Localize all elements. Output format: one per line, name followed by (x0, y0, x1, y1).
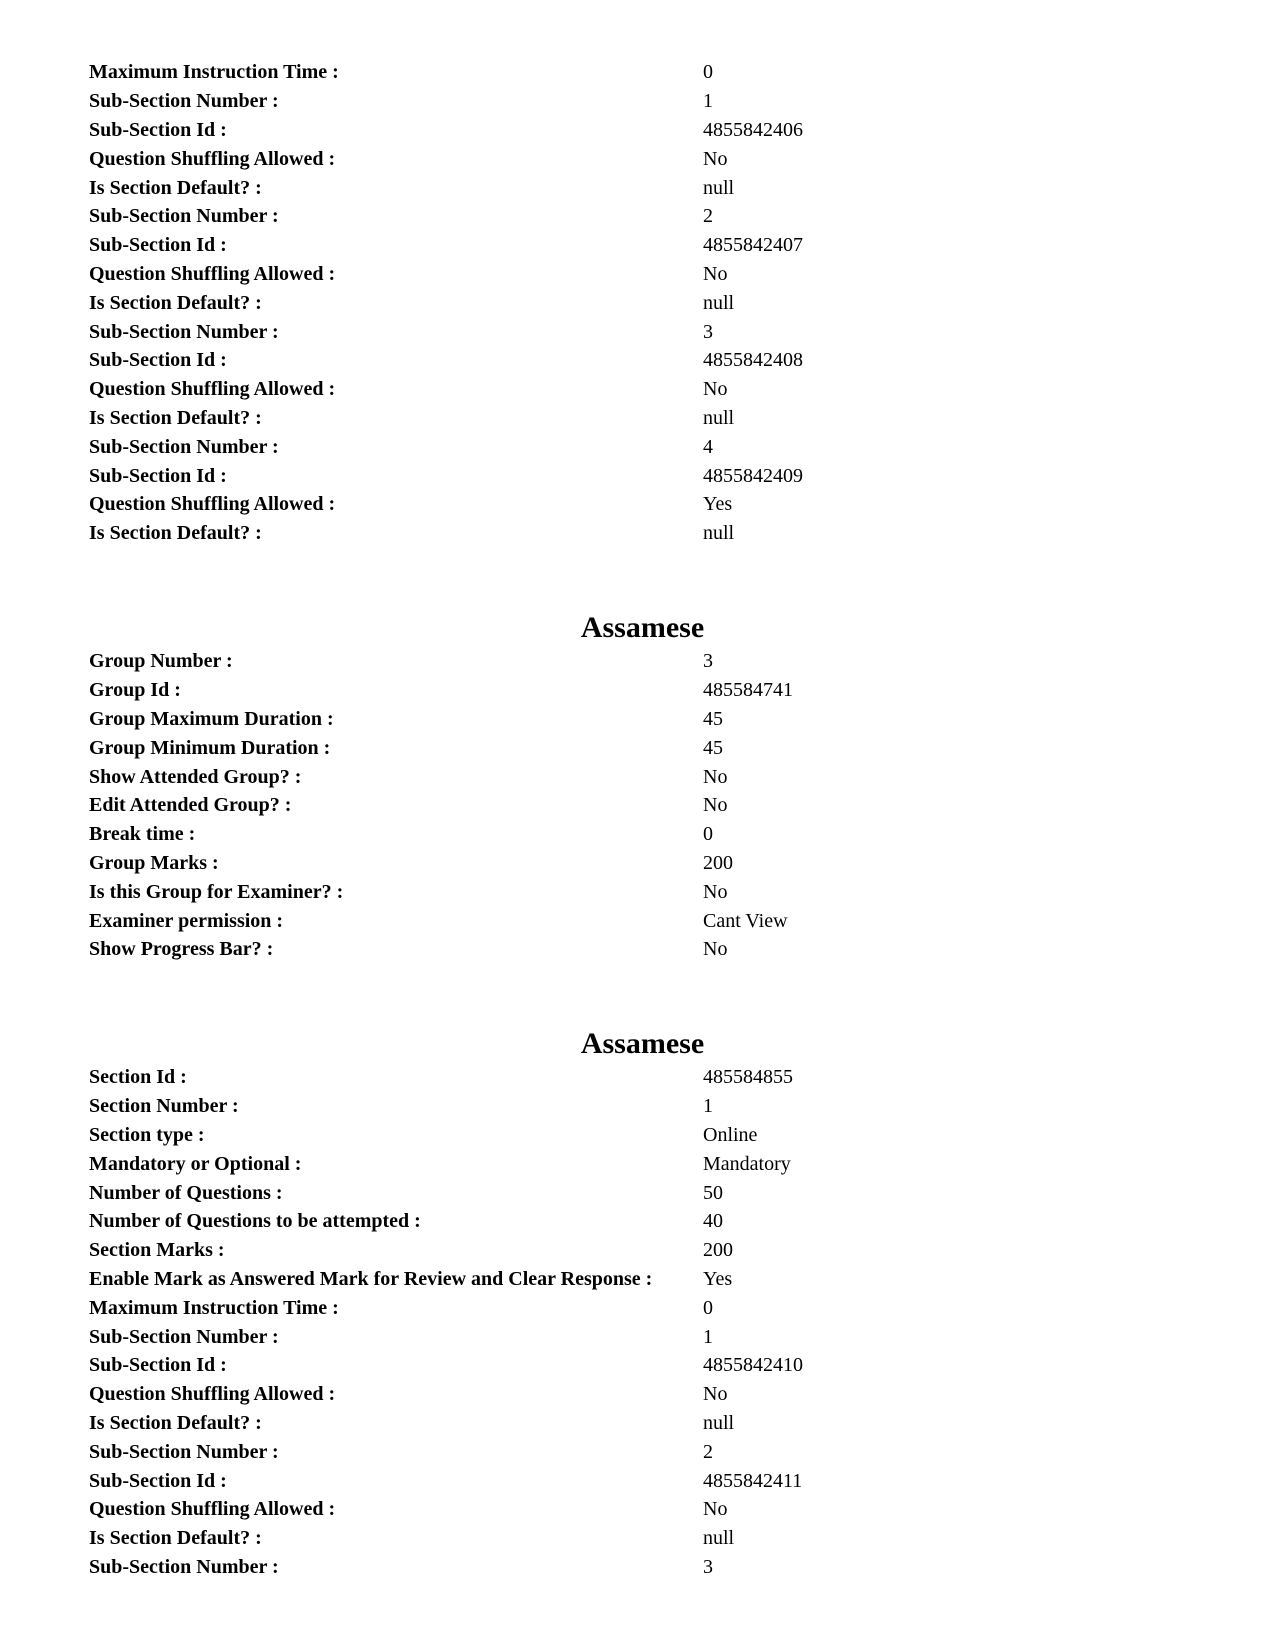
info-row (89, 1265, 1189, 1294)
info-row-value: 45 (703, 707, 723, 730)
info-row (89, 906, 1189, 935)
info-row-value: null (703, 1527, 735, 1550)
info-row-label: Is Section Default? : (89, 406, 262, 429)
info-row (89, 490, 1189, 519)
info-row-value: Yes (703, 1267, 733, 1290)
group-info-block (89, 647, 1189, 964)
info-row-label: Sub-Section Id : (89, 349, 227, 372)
info-row-label: Sub-Section Number : (89, 205, 279, 228)
info-row (89, 346, 1189, 375)
info-row (89, 432, 1189, 461)
info-row-label: Is Section Default? : (89, 522, 262, 545)
info-row (89, 1351, 1189, 1380)
info-row (89, 1409, 1189, 1438)
info-row-label: Section Marks : (89, 1239, 225, 1262)
info-row-value: No (703, 378, 728, 401)
info-row-value: 1 (703, 90, 713, 113)
info-row-label: Question Shuffling Allowed : (89, 262, 336, 285)
info-row-label: Maximum Instruction Time : (89, 1296, 339, 1319)
info-row-value: 4855842408 (703, 349, 803, 372)
info-row (89, 676, 1189, 705)
section-heading (0, 1029, 1275, 1059)
info-row-value: No (703, 938, 728, 961)
info-row (89, 404, 1189, 433)
info-row (89, 705, 1189, 734)
info-row-label: Question Shuffling Allowed : (89, 147, 336, 170)
info-row-value: 4 (703, 435, 713, 458)
info-row-value: 50 (703, 1181, 723, 1204)
info-row-value: 0 (703, 823, 713, 846)
section-info-block (89, 1063, 1189, 1581)
info-row-label: Show Progress Bar? : (89, 938, 274, 961)
info-row (89, 87, 1189, 116)
info-row-label: Question Shuffling Allowed : (89, 1498, 336, 1521)
info-row-value: No (703, 262, 728, 285)
info-row (89, 375, 1189, 404)
info-row-value: 3 (703, 320, 713, 343)
info-row-label: Is this Group for Examiner? : (89, 880, 344, 903)
info-row (89, 820, 1189, 849)
info-row-label: Sub-Section Number : (89, 435, 279, 458)
info-row (89, 1236, 1189, 1265)
info-row-label: Group Minimum Duration : (89, 736, 331, 759)
info-row-value: 4855842411 (703, 1469, 803, 1492)
info-row-value: 485584741 (703, 679, 793, 702)
info-row-value: Online (703, 1123, 758, 1146)
info-row (89, 1092, 1189, 1121)
info-row (89, 1149, 1189, 1178)
info-row-value: No (703, 147, 728, 170)
info-row-label: Enable Mark as Answered Mark for Review and Clear Response : (89, 1267, 653, 1290)
info-row (89, 519, 1189, 548)
info-row-value: 485584855 (703, 1066, 793, 1089)
info-row-label: Group Number : (89, 650, 233, 673)
info-row (89, 173, 1189, 202)
info-row (89, 1524, 1189, 1553)
info-row (89, 1121, 1189, 1150)
info-row (89, 1178, 1189, 1207)
info-row-value: 0 (703, 61, 713, 84)
info-row-label: Question Shuffling Allowed : (89, 1383, 336, 1406)
info-row-value: No (703, 765, 728, 788)
info-row-value: 40 (703, 1210, 723, 1233)
info-row (89, 260, 1189, 289)
info-row-value: null (703, 406, 735, 429)
info-row (89, 1495, 1189, 1524)
info-row (89, 231, 1189, 260)
info-row-value: No (703, 1498, 728, 1521)
info-row-value: No (703, 1383, 728, 1406)
info-row-label: Examiner permission : (89, 909, 284, 932)
info-row (89, 1322, 1189, 1351)
info-row (89, 1063, 1189, 1092)
info-row-label: Sub-Section Number : (89, 90, 279, 113)
info-row-value: No (703, 794, 728, 817)
info-row-label: Section Number : (89, 1095, 239, 1118)
info-row (89, 791, 1189, 820)
info-row-label: Is Section Default? : (89, 1411, 262, 1434)
info-row-label: Sub-Section Id : (89, 1469, 227, 1492)
info-row (89, 1293, 1189, 1322)
info-row-value: 1 (703, 1095, 713, 1118)
info-row-value: null (703, 522, 735, 545)
info-row-label: Is Section Default? : (89, 176, 262, 199)
info-row-value: 3 (703, 650, 713, 673)
info-row-value: 2 (703, 205, 713, 228)
info-row-label: Group Id : (89, 679, 181, 702)
info-row (89, 647, 1189, 676)
info-row (89, 1437, 1189, 1466)
info-row-label: Show Attended Group? : (89, 765, 302, 788)
info-row (89, 202, 1189, 231)
info-row-label: Sub-Section Number : (89, 1325, 279, 1348)
info-row-value: 1 (703, 1325, 713, 1348)
info-row-label: Number of Questions : (89, 1181, 283, 1204)
info-row (89, 1466, 1189, 1495)
info-row-label: Edit Attended Group? : (89, 794, 292, 817)
info-row-value: 45 (703, 736, 723, 759)
info-row-label: Section Id : (89, 1066, 187, 1089)
info-row (89, 877, 1189, 906)
info-row-value: 2 (703, 1440, 713, 1463)
info-row (89, 733, 1189, 762)
info-row (89, 461, 1189, 490)
info-row-label: Sub-Section Number : (89, 1440, 279, 1463)
info-row-label: Sub-Section Id : (89, 1354, 227, 1377)
info-row-value: 4855842407 (703, 234, 803, 257)
info-row-value: 4855842409 (703, 464, 803, 487)
info-row-label: Number of Questions to be attempted : (89, 1210, 421, 1233)
group-heading (0, 613, 1275, 643)
group-heading-text: Assamese (580, 611, 705, 644)
info-row (89, 935, 1189, 964)
info-row-label: Break time : (89, 823, 196, 846)
section-heading-text: Assamese (580, 1027, 705, 1060)
info-row (89, 1553, 1189, 1582)
info-row-value: 0 (703, 1296, 713, 1319)
info-row-value: 3 (703, 1555, 713, 1578)
info-row (89, 58, 1189, 87)
info-row (89, 288, 1189, 317)
info-row-label: Maximum Instruction Time : (89, 61, 339, 84)
info-row (89, 762, 1189, 791)
info-row (89, 317, 1189, 346)
info-row-value: null (703, 176, 735, 199)
info-row (89, 849, 1189, 878)
info-row-label: Sub-Section Number : (89, 320, 279, 343)
info-row-value: Cant View (703, 909, 788, 932)
info-row-value: 200 (703, 851, 733, 874)
info-row-label: Group Maximum Duration : (89, 707, 334, 730)
info-row (89, 1207, 1189, 1236)
info-row-label: Section type : (89, 1123, 205, 1146)
info-row-value: null (703, 1411, 735, 1434)
info-row-label: Is Section Default? : (89, 291, 262, 314)
info-row-label: Sub-Section Id : (89, 118, 227, 141)
info-row-label: Is Section Default? : (89, 1527, 262, 1550)
info-row-value: Yes (703, 493, 733, 516)
info-row-label: Sub-Section Id : (89, 234, 227, 257)
info-row (89, 1380, 1189, 1409)
info-row (89, 116, 1189, 145)
info-row-value: 4855842410 (703, 1354, 803, 1377)
info-row-label: Question Shuffling Allowed : (89, 493, 336, 516)
info-row-value: 4855842406 (703, 118, 803, 141)
info-row (89, 144, 1189, 173)
info-row-value: Mandatory (703, 1152, 791, 1175)
info-row-value: No (703, 880, 728, 903)
info-row-label: Group Marks : (89, 851, 219, 874)
info-row-label: Question Shuffling Allowed : (89, 378, 336, 401)
info-row-label: Sub-Section Number : (89, 1555, 279, 1578)
info-row-label: Mandatory or Optional : (89, 1152, 302, 1175)
info-row-value: null (703, 291, 735, 314)
info-row-value: 200 (703, 1239, 733, 1262)
info-row-label: Sub-Section Id : (89, 464, 227, 487)
top-info-block (89, 58, 1189, 548)
